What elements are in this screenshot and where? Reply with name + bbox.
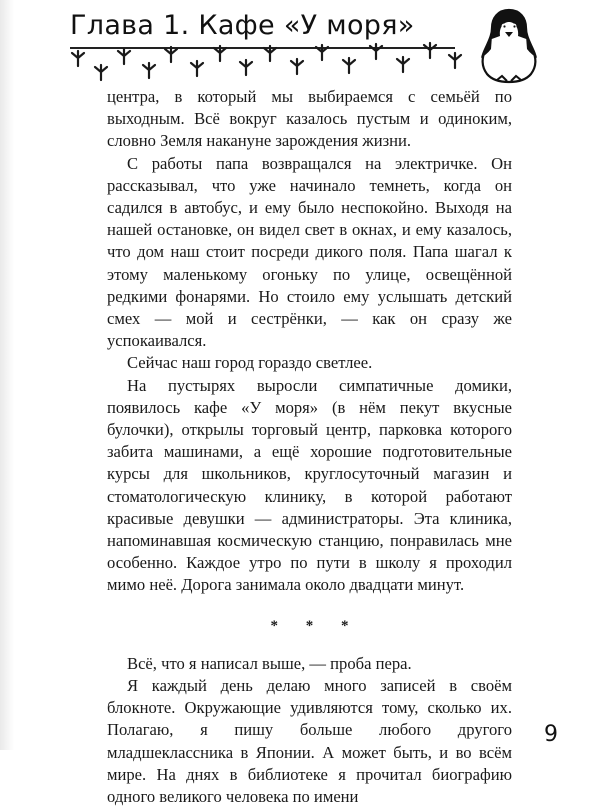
section-separator: * * *: [270, 617, 361, 634]
paragraph: центра, в который мы выбираемся с семьёй по выходным. Всё вокруг казалось пустым и одиноким, словно Земля накануне зарождения жизни.: [107, 87, 512, 151]
footprint-mark: [95, 65, 107, 80]
footprint-mark: [72, 51, 84, 66]
paragraph: Сейчас наш город гораздо светлее.: [127, 353, 373, 373]
footprint-mark: [118, 49, 130, 64]
footprint-mark: [264, 46, 276, 61]
footprint-mark: [191, 61, 203, 76]
footprint-mark: [214, 46, 226, 61]
footprint-mark: [291, 59, 303, 74]
chapter-title: Глава 1. Кафе «У моря»: [70, 10, 415, 41]
chapter-header: [0, 0, 600, 92]
text-block-after: [107, 653, 512, 808]
text-block-before: [107, 86, 512, 597]
paragraph: С работы папа возвращался на электричке. Он рассказывал, что уже начинало темнеть, когда он садился в автобус, и ему было неспокойно. Выходя на нашей остановке, он видел свет в окнах, и ему казалось, что дом наш стоит посреди дикого поля. Папа шагал к этому маленькому огоньку по улице, освещённой редкими фонарями. Но стоило ему услышать детский смех — мой и сестрёнки, — как он сразу же успокаивался.: [107, 153, 512, 351]
footprint-mark: [370, 44, 382, 59]
penguin-icon: [478, 6, 540, 84]
paragraph: Я каждый день делаю много записей в своём блокноте. Окружающие удивляются тому, сколько их. Полагаю, я пишу больше любого другого младшеклассника в Японии. А может быть, и во всём мире. На днях в библиотеке я прочитал биографию одного великого человека по имени: [107, 676, 512, 807]
page-text: [107, 86, 512, 808]
footprint-mark: [397, 57, 409, 72]
footprint-mark: [343, 58, 355, 73]
footprint-mark: [316, 45, 328, 60]
footprint-mark: [165, 47, 177, 62]
page-number: 9: [544, 722, 558, 747]
scan-edge: [0, 0, 14, 750]
footprint-mark: [424, 43, 436, 58]
footprint-mark: [240, 60, 252, 75]
paragraph: Всё, что я написал выше, — проба пера.: [127, 653, 412, 673]
footprint-mark: [449, 53, 461, 68]
paragraph: На пустырях выросли симпатичные домики, появилось кафе «У моря» (в нём пекут вкусные булочки), открылы торговый центр, парковка которого забита машинами, а ещё хорошие подготовительные курсы для школьников, круглосуточный магазин и стоматологическую клинику, в которой работают красивые девушки — администраторы. Эта клиника, напоминавшая космическую станцию, понравилась мне особенно. Каждое утро по пути в школу я проходил мимо неё. Дорога занимала около двадцати минут.: [107, 375, 512, 595]
footprint-mark: [143, 63, 155, 78]
